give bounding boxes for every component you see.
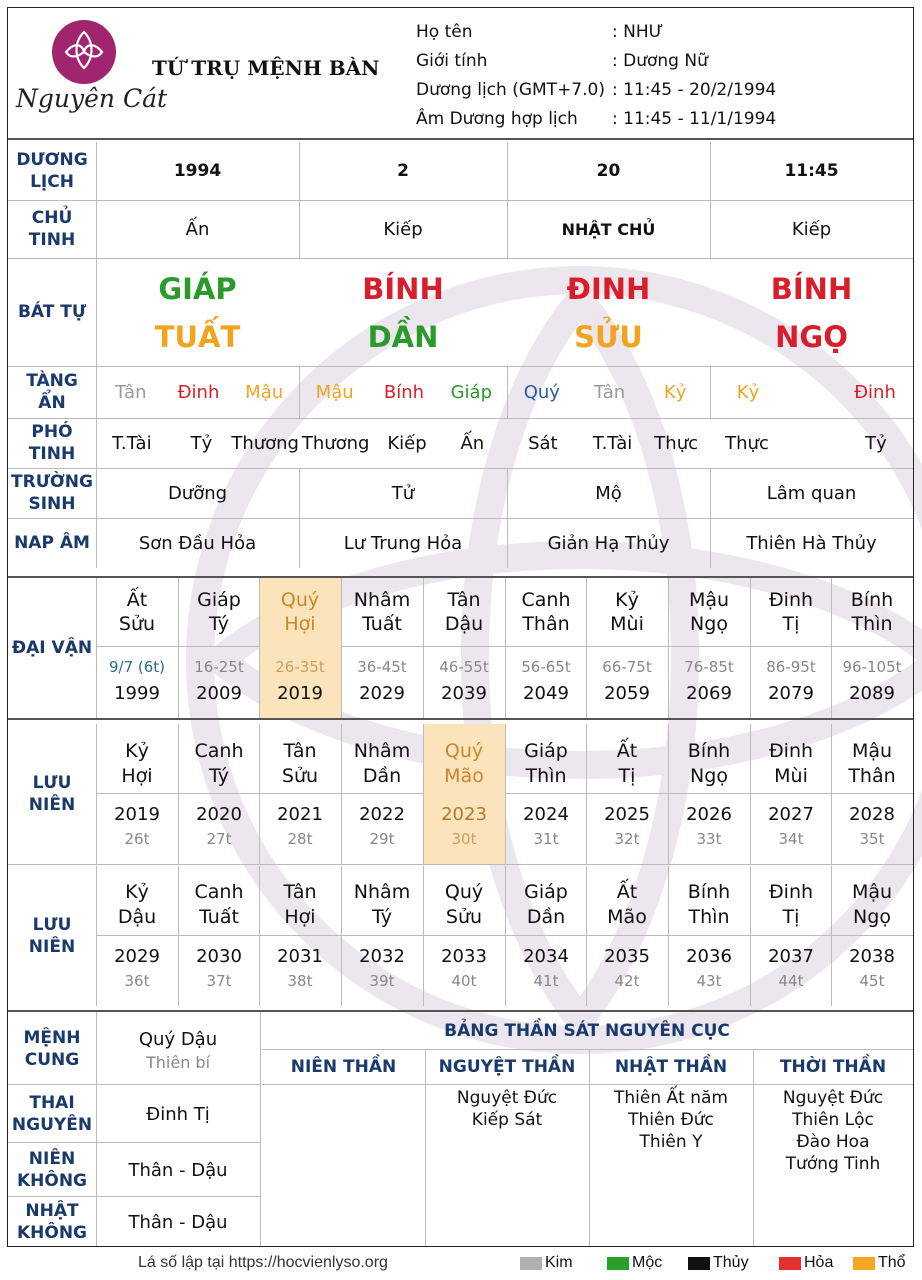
luu-nien-1-can: Quý xyxy=(444,740,484,762)
dai-van-year: 2019 xyxy=(277,682,323,704)
pillar-chu-tinh: Ấn xyxy=(185,218,210,240)
dai-van-can: Giáp xyxy=(197,589,241,611)
than-sat-item: Thiên Y xyxy=(639,1132,703,1152)
section-divider xyxy=(8,576,913,578)
row-divider xyxy=(96,646,913,647)
pho-tinh-item: Thương xyxy=(301,432,370,454)
legend-item xyxy=(779,1254,833,1272)
dai-van-chi: Thìn xyxy=(851,613,893,635)
dai-van-ages: 96-105t xyxy=(842,658,902,676)
luu-nien-1-can: Tân xyxy=(283,740,317,762)
luu-nien-1-age: 34t xyxy=(778,830,804,848)
row-divider xyxy=(96,935,913,936)
luu-nien-1-chi: Hợi xyxy=(121,765,153,787)
dai-van-can: Tân xyxy=(447,589,481,611)
luu-nien-2-age: 38t xyxy=(287,972,313,990)
luu-nien-2-age: 39t xyxy=(369,972,395,990)
dai-van-ages: 46-55t xyxy=(439,658,489,676)
luu-nien-1-chi: Tị xyxy=(618,765,636,787)
luu-nien-2-chi: Tuất xyxy=(199,906,239,928)
legend-swatch xyxy=(779,1257,801,1270)
section-divider xyxy=(8,1010,913,1012)
row-label-nhat-khong: NHẬT KHÔNG xyxy=(16,1201,88,1243)
row-divider xyxy=(8,258,913,259)
luu-nien-2-can: Mậu xyxy=(851,881,893,903)
luu-nien-1-can: Giáp xyxy=(524,740,568,762)
legend-swatch xyxy=(688,1257,710,1270)
legend-label: Thổ xyxy=(878,1254,906,1271)
info-value: : 11:45 - 20/2/1994 xyxy=(612,80,777,100)
info-label: Họ tên xyxy=(416,22,473,42)
dai-van-year: 2049 xyxy=(523,682,569,704)
dai-van-year: 2089 xyxy=(849,682,895,704)
pillar-date: 20 xyxy=(596,161,621,181)
row-label-luu-nien: LƯU NIÊN xyxy=(28,773,76,815)
col-divider xyxy=(299,366,300,418)
luu-nien-2-can: Kỷ xyxy=(125,881,149,903)
tang-an-item: Quý xyxy=(523,381,560,403)
pillar-chi: TUẤT xyxy=(154,320,241,354)
dai-van-year: 2039 xyxy=(441,682,487,704)
dai-van-can: Đinh xyxy=(768,589,814,611)
nap-am-value: Thiên Hà Thủy xyxy=(746,532,877,554)
pho-tinh-item: Tỷ xyxy=(190,432,213,454)
pho-tinh-item: Ấn xyxy=(460,432,485,454)
legend-swatch xyxy=(607,1257,629,1270)
than-sat-item: Nguyệt Đức xyxy=(456,1088,558,1108)
dai-van-chi: Ngọ xyxy=(690,613,728,635)
row-label-bat-tu: BÁT TỰ xyxy=(17,302,87,322)
legend-label: Thủy xyxy=(713,1254,749,1271)
legend-swatch xyxy=(520,1257,542,1270)
luu-nien-2-year: 2038 xyxy=(849,945,895,967)
luu-nien-1-can: Đinh xyxy=(768,740,814,762)
pillar-can: ĐINH xyxy=(566,272,651,306)
luu-nien-1-year: 2019 xyxy=(114,803,160,825)
dai-van-chi: Dậu xyxy=(444,613,484,635)
luu-nien-2-chi: Hợi xyxy=(284,906,316,928)
tang-an-item: Kỷ xyxy=(663,381,687,403)
luu-nien-2-year: 2031 xyxy=(277,945,323,967)
pho-tinh-item: Thực xyxy=(725,432,769,454)
dai-van-year: 2009 xyxy=(196,682,242,704)
row-label-dai-van: ĐẠI VẬN xyxy=(11,638,93,658)
than-sat-col-head: THỜI THẦN xyxy=(779,1057,887,1077)
dai-van-can: Nhâm xyxy=(353,589,411,611)
dai-van-ages: 76-85t xyxy=(684,658,734,676)
dai-van-year: 2079 xyxy=(768,682,814,704)
nien-khong-value: Thân - Dậu xyxy=(128,1159,228,1181)
luu-nien-2-age: 42t xyxy=(614,972,640,990)
pho-tinh-item: T.Tài xyxy=(112,432,152,454)
luu-nien-2-can: Ất xyxy=(616,881,638,903)
luu-nien-2-can: Canh xyxy=(194,881,244,903)
footer-note: Lá số lập tại https://hocvienlyso.org xyxy=(138,1254,388,1271)
luu-nien-1-chi: Mão xyxy=(444,765,484,787)
dai-van-chi: Tý xyxy=(209,613,229,635)
dai-van-chi: Hợi xyxy=(284,613,316,635)
luu-nien-2-can: Tân xyxy=(283,881,317,903)
luu-nien-1-chi: Thân xyxy=(848,765,896,787)
pho-tinh-item: T.Tài xyxy=(592,432,633,454)
legend-label: Mộc xyxy=(632,1254,663,1271)
luu-nien-2-can: Đinh xyxy=(768,881,814,903)
pillar-chi: NGỌ xyxy=(775,320,848,354)
dai-van-can: Bính xyxy=(850,589,894,611)
legend-item xyxy=(607,1254,662,1272)
row-label-luu-nien: LƯU NIÊN xyxy=(28,915,76,957)
luu-nien-1-can: Ất xyxy=(616,740,638,762)
luu-nien-1-year: 2021 xyxy=(277,803,323,825)
col-divider xyxy=(507,366,508,418)
truong-sinh-value: Mộ xyxy=(595,482,622,504)
dai-van-chi: Sửu xyxy=(118,613,156,635)
luu-nien-2-age: 45t xyxy=(859,972,885,990)
row-label-thai-nguyen: THAI NGUYÊN xyxy=(11,1093,93,1135)
luu-nien-1-year: 2020 xyxy=(196,803,242,825)
row-divider xyxy=(8,1196,261,1197)
luu-nien-2-chi: Tý xyxy=(372,906,392,928)
brand-logo xyxy=(50,18,118,86)
luu-nien-2-chi: Mão xyxy=(607,906,647,928)
luu-nien-1-can: Mậu xyxy=(851,740,893,762)
luu-nien-1-chi: Dần xyxy=(362,765,402,787)
pho-tinh-item: Kiếp xyxy=(387,432,427,454)
than-sat-item: Nguyệt Đức xyxy=(782,1088,884,1108)
page-title: TỨ TRỤ MỆNH BÀN xyxy=(152,56,380,80)
dai-van-ages: 26-35t xyxy=(275,658,325,676)
luu-nien-1-chi: Sửu xyxy=(281,765,319,787)
dai-van-ages: 56-65t xyxy=(521,658,571,676)
tang-an-item: Đinh xyxy=(854,381,896,403)
luu-nien-2-chi: Ngọ xyxy=(853,906,891,928)
tang-an-item: Tân xyxy=(115,381,147,403)
row-divider xyxy=(8,864,913,865)
luu-nien-2-chi: Tị xyxy=(782,906,800,928)
row-label-menh-cung: MỆNH CUNG xyxy=(23,1028,81,1070)
dai-van-chi: Thân xyxy=(522,613,570,635)
truong-sinh-value: Tử xyxy=(391,482,415,504)
luu-nien-2-can: Giáp xyxy=(524,881,568,903)
tang-an-item: Bính xyxy=(383,381,425,403)
tang-an-item: Mậu xyxy=(315,381,354,403)
pillar-can: GIÁP xyxy=(158,272,237,306)
pillar-can: BÍNH xyxy=(362,272,444,306)
luu-nien-2-age: 41t xyxy=(533,972,559,990)
luu-nien-1-age: 31t xyxy=(533,830,559,848)
tang-an-item: Đinh xyxy=(177,381,220,403)
luu-nien-2-chi: Dần xyxy=(526,906,566,928)
dai-van-ages: 9/7 (6t) xyxy=(108,658,166,676)
pillar-chu-tinh: NHẬT CHỦ xyxy=(561,219,656,239)
luu-nien-1-year: 2022 xyxy=(359,803,405,825)
luu-nien-1-chi: Thìn xyxy=(525,765,567,787)
luu-nien-1-can: Bính xyxy=(687,740,731,762)
dai-van-year: 2069 xyxy=(686,682,732,704)
pillar-date: 11:45 xyxy=(784,161,839,181)
luu-nien-2-age: 36t xyxy=(124,972,150,990)
nap-am-value: Sơn Đầu Hỏa xyxy=(138,532,257,554)
info-value: : Dương Nữ xyxy=(612,51,708,71)
col-divider xyxy=(260,1012,261,1246)
luu-nien-1-age: 32t xyxy=(614,830,640,848)
luu-nien-2-can: Nhâm xyxy=(353,881,411,903)
luu-nien-1-year: 2028 xyxy=(849,803,895,825)
legend-label: Kim xyxy=(545,1254,573,1271)
tang-an-item: Tân xyxy=(593,381,626,403)
pho-tinh-item: Thương xyxy=(231,432,299,454)
col-divider xyxy=(710,366,711,418)
luu-nien-2-year: 2036 xyxy=(686,945,732,967)
than-sat-title: BẢNG THẦN SÁT NGUYÊN CỤC xyxy=(444,1021,730,1041)
dai-van-chi: Tuất xyxy=(362,613,402,635)
legend-label: Hỏa xyxy=(804,1254,834,1271)
luu-nien-1-age: 28t xyxy=(287,830,313,848)
luu-nien-1-chi: Mùi xyxy=(774,765,808,787)
luu-nien-1-year: 2025 xyxy=(604,803,650,825)
legend-item xyxy=(853,1254,906,1272)
row-label-nap-am: NAP ÂM xyxy=(14,533,90,553)
thai-nguyen-value: Đinh Tị xyxy=(146,1103,210,1125)
than-sat-col-head: NHẬT THẦN xyxy=(614,1057,728,1077)
luu-nien-1-age: 30t xyxy=(451,830,477,848)
truong-sinh-value: Dưỡng xyxy=(167,482,228,504)
row-label-nien-khong: NIÊN KHÔNG xyxy=(16,1149,88,1191)
tang-an-item: Giáp xyxy=(450,381,493,403)
info-value: : NHƯ xyxy=(612,22,664,42)
pillar-can: BÍNH xyxy=(770,272,853,306)
legend-item xyxy=(688,1254,749,1272)
luu-nien-1-age: 33t xyxy=(696,830,722,848)
pillar-date: 2 xyxy=(397,161,409,181)
dai-van-year: 1999 xyxy=(114,682,160,704)
luu-nien-1-year: 2027 xyxy=(768,803,814,825)
dai-van-chi: Mùi xyxy=(610,613,644,635)
than-sat-item: Thiên Lộc xyxy=(792,1110,874,1130)
row-label-pho-tinh: PHÓ TINH xyxy=(28,422,76,464)
luu-nien-1-can: Nhâm xyxy=(353,740,411,762)
dai-van-year: 2059 xyxy=(604,682,650,704)
section-divider xyxy=(8,718,913,720)
pillar-date: 1994 xyxy=(173,161,222,181)
than-sat-item: Thiên Ất năm xyxy=(614,1088,728,1108)
pillar-chi: DẦN xyxy=(367,320,439,354)
luu-nien-2-year: 2037 xyxy=(768,945,814,967)
legend-swatch xyxy=(853,1257,875,1270)
luu-nien-2-year: 2032 xyxy=(359,945,405,967)
luu-nien-2-year: 2030 xyxy=(196,945,242,967)
than-sat-item: Kiếp Sát xyxy=(471,1110,543,1130)
menh-cung-sub: Thiên bí xyxy=(145,1052,211,1072)
row-divider xyxy=(8,1142,261,1143)
luu-nien-2-chi: Thìn xyxy=(688,906,730,928)
info-value: : 11:45 - 11/1/1994 xyxy=(612,109,777,129)
luu-nien-2-chi: Sửu xyxy=(445,906,483,928)
luu-nien-2-chi: Dậu xyxy=(117,906,157,928)
luu-nien-1-chi: Ngọ xyxy=(690,765,728,787)
luu-nien-2-year: 2034 xyxy=(523,945,569,967)
pho-tinh-item: Thực xyxy=(654,432,699,454)
than-sat-col-head: NGUYỆT THẦN xyxy=(438,1057,576,1077)
luu-nien-1-age: 26t xyxy=(124,830,150,848)
dai-van-ages: 16-25t xyxy=(194,658,244,676)
nap-am-value: Giản Hạ Thủy xyxy=(547,532,670,554)
row-divider xyxy=(262,1084,913,1085)
dai-van-ages: 66-75t xyxy=(602,658,652,676)
luu-nien-1-age: 27t xyxy=(206,830,232,848)
than-sat-item: Tướng Tinh xyxy=(785,1154,881,1174)
luu-nien-1-year: 2026 xyxy=(686,803,732,825)
dai-van-can: Mậu xyxy=(688,589,730,611)
dai-van-ages: 86-95t xyxy=(766,658,816,676)
row-divider xyxy=(8,1084,261,1085)
info-label: Dương lịch (GMT+7.0) xyxy=(416,80,605,100)
luu-nien-2-year: 2035 xyxy=(604,945,650,967)
pillar-chu-tinh: Kiếp xyxy=(791,218,832,240)
pillar-chi: SỬU xyxy=(574,320,643,354)
luu-nien-1-year: 2023 xyxy=(441,803,487,825)
luu-nien-1-year: 2024 xyxy=(523,803,569,825)
luu-nien-2-age: 40t xyxy=(451,972,477,990)
pho-tinh-item: Tỷ xyxy=(865,432,887,454)
pho-tinh-item: Sát xyxy=(528,432,558,454)
tang-an-item: Kỷ xyxy=(736,381,760,403)
dai-van-ages: 36-45t xyxy=(357,658,407,676)
luu-nien-2-can: Bính xyxy=(687,881,731,903)
dai-van-can: Ất xyxy=(126,589,148,611)
luu-nien-1-can: Kỷ xyxy=(125,740,149,762)
dai-van-can: Canh xyxy=(521,589,571,611)
than-sat-item: Thiên Đức xyxy=(628,1110,714,1130)
luu-nien-1-chi: Tý xyxy=(209,765,229,787)
luu-nien-2-year: 2033 xyxy=(441,945,487,967)
luu-nien-2-age: 37t xyxy=(206,972,232,990)
luu-nien-1-can: Canh xyxy=(194,740,244,762)
row-label-duong-lich: DƯƠNG LỊCH xyxy=(16,150,88,192)
row-label-truong-sinh: TRƯỜNG SINH xyxy=(11,472,93,514)
nap-am-value: Lư Trung Hỏa xyxy=(343,532,463,554)
dai-van-year: 2029 xyxy=(359,682,405,704)
than-sat-item: Đào Hoa xyxy=(796,1132,870,1152)
info-label: Âm Dương hợp lịch xyxy=(416,109,578,129)
brand-name: Nguyên Cát xyxy=(16,84,168,113)
luu-nien-2-age: 43t xyxy=(696,972,722,990)
row-label-tang-an: TÀNG ẨN xyxy=(26,371,78,413)
nhat-khong-value: Thân - Dậu xyxy=(128,1211,228,1233)
luu-nien-2-year: 2029 xyxy=(114,945,160,967)
legend-item xyxy=(520,1254,573,1272)
luu-nien-2-age: 44t xyxy=(778,972,804,990)
dai-van-chi: Tị xyxy=(782,613,800,635)
truong-sinh-value: Lâm quan xyxy=(766,482,857,504)
tang-an-item: Mậu xyxy=(245,381,284,403)
pillar-chu-tinh: Kiếp xyxy=(383,218,423,240)
luu-nien-2-can: Quý xyxy=(444,881,484,903)
dai-van-can: Quý xyxy=(280,589,320,611)
than-sat-col-head: NIÊN THẦN xyxy=(290,1057,397,1077)
row-label-chu-tinh: CHỦ TINH xyxy=(28,208,76,250)
luu-nien-1-age: 35t xyxy=(859,830,885,848)
dai-van-can: Kỷ xyxy=(615,589,639,611)
info-label: Giới tính xyxy=(416,51,488,71)
menh-cung-value: Quý Dậu xyxy=(138,1028,218,1050)
luu-nien-1-age: 29t xyxy=(369,830,395,848)
